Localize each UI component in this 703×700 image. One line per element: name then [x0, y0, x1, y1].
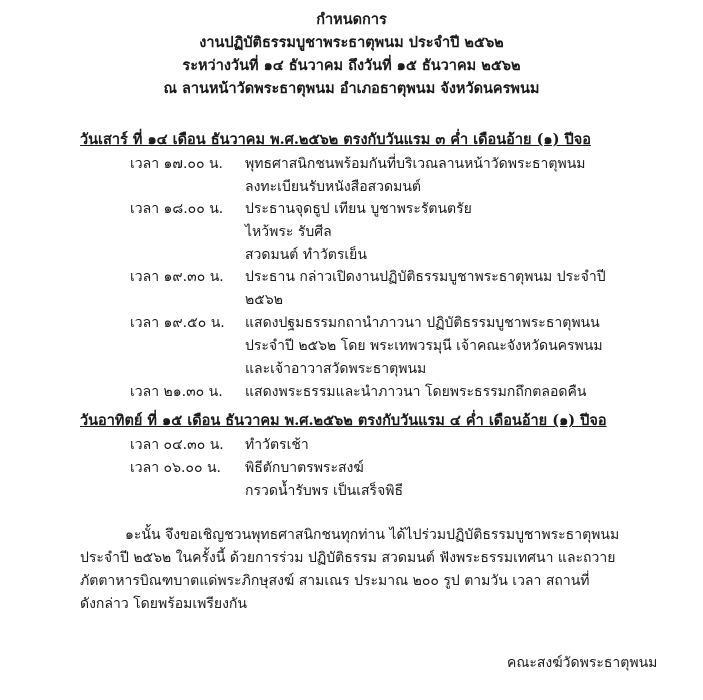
- day1-item2-line1: ประธานจุดธูป เทียน บูชาพระรัตนตรัย: [245, 201, 472, 217]
- day2-item1-time: เวลา ๐๔.๓๐ น.: [130, 437, 224, 453]
- document-title: กำหนดการ: [316, 11, 387, 28]
- day2-item2-time: เวลา ๐๖.๐๐ น.: [130, 460, 221, 476]
- day1-item4-line2: ประจำปี ๒๕๖๒ โดย พระเทพวรมุนี เจ้าคณะจังหวัดนครพนม: [245, 338, 603, 354]
- day1-item1-line1: พุทธศาสนิกชนพร้อมกันที่บริเวณลานหน้าวัดพระธาตุพนม: [245, 156, 586, 172]
- day1-item3-time: เวลา ๑๙.๓๐ น.: [130, 269, 224, 285]
- day2-item2-line2: กรวดน้ำรับพร เป็นเสร็จพิธี: [245, 483, 404, 499]
- invitation-line1: ๑ะนั้น จึงขอเชิญชวนพุทธศาสนิกชนทุกท่าน ได้ไปร่วมปฏิบัติธรรมบูชาพระธาตุพนม: [125, 527, 620, 543]
- day1-item5-line1: แสดงพระธรรมและนำภาวนา โดยพระธรรมกถึกตลอดคืน: [245, 384, 587, 400]
- invitation-line4: ดังกล่าว โดยพร้อมเพรียงกัน: [80, 596, 247, 612]
- invitation-line2: ประจำปี ๒๕๖๒ ในครั้งนี้ ด้วยการร่วม ปฏิบัติธรรม สวดมนต์ ฟังพระธรรมเทศนา และถวาย: [80, 550, 616, 566]
- day1-item1-line2: ลงทะเบียนรับหนังสือสวดมนต์: [245, 179, 421, 195]
- day1-item2-line3: สวดมนต์ ทำวัตรเย็น: [245, 247, 367, 263]
- day1-heading: วันเสาร์ ที่ ๑๔ เดือน ธันวาคม พ.ศ.๒๕๖๒ ตรงกับวันแรม ๓ ค่ำ เดือนอ้าย (๑) ปีจอ: [80, 131, 591, 148]
- day2-item1-line1: ทำวัตรเช้า: [245, 437, 309, 453]
- day2-heading: วันอาทิตย์ ที่ ๑๕ เดือน ธันวาคม พ.ศ.๒๕๖๒ ตรงกับวันแรม ๔ ค่ำ เดือนอ้าย (๑) ปีจอ: [80, 412, 607, 429]
- day1-item2-line2: ไหว้พระ รับศีล: [245, 224, 332, 240]
- signature: คณะสงฆ์วัดพระธาตุพนม: [507, 655, 658, 671]
- invitation-line3: ภัตตาหารบิณฑบาตแด่พระภิกษุสงฆ์ สามเณร ประมาณ ๒๐๐ รูป ตามวัน เวลา สถานที่: [80, 573, 590, 589]
- event-dates: ระหว่างวันที่ ๑๔ ธันวาคม ถึงวันที่ ๑๕ ธันวาคม ๒๕๖๒: [182, 57, 521, 74]
- day1-item4-line1: แสดงปฐมธรรมกถานำภาวนา ปฏิบัติธรรมบูชาพระธาตุพนน: [245, 315, 600, 331]
- day1-item5-time: เวลา ๒๑.๓๐ น.: [130, 384, 223, 400]
- day1-item1-time: เวลา ๑๗.๐๐ น.: [130, 156, 223, 172]
- day1-item2-time: เวลา ๑๘.๐๐ น.: [130, 201, 224, 217]
- day1-item4-line3: และเจ้าอาวาสวัดพระธาตุพนม: [245, 361, 427, 377]
- event-location: ณ ลานหน้าวัดพระธาตุพนม อำเภอธาตุพนม จังหวัดนครพนม: [163, 80, 540, 97]
- day1-item4-time: เวลา ๑๙.๕๐ น.: [130, 315, 225, 331]
- day1-item3-line2: ๒๕๖๒: [245, 292, 283, 308]
- event-name: งานปฏิบัติธรรมบูชาพระธาตุพนม ประจำปี ๒๕๖๒: [199, 34, 504, 51]
- day2-item2-line1: พิธีตักบาตรพระสงฆ์: [245, 460, 364, 476]
- day1-item3-line1: ประธาน กล่าวเปิดงานปฏิบัติธรรมบูชาพระธาตุพนม ประจำปี: [245, 269, 606, 285]
